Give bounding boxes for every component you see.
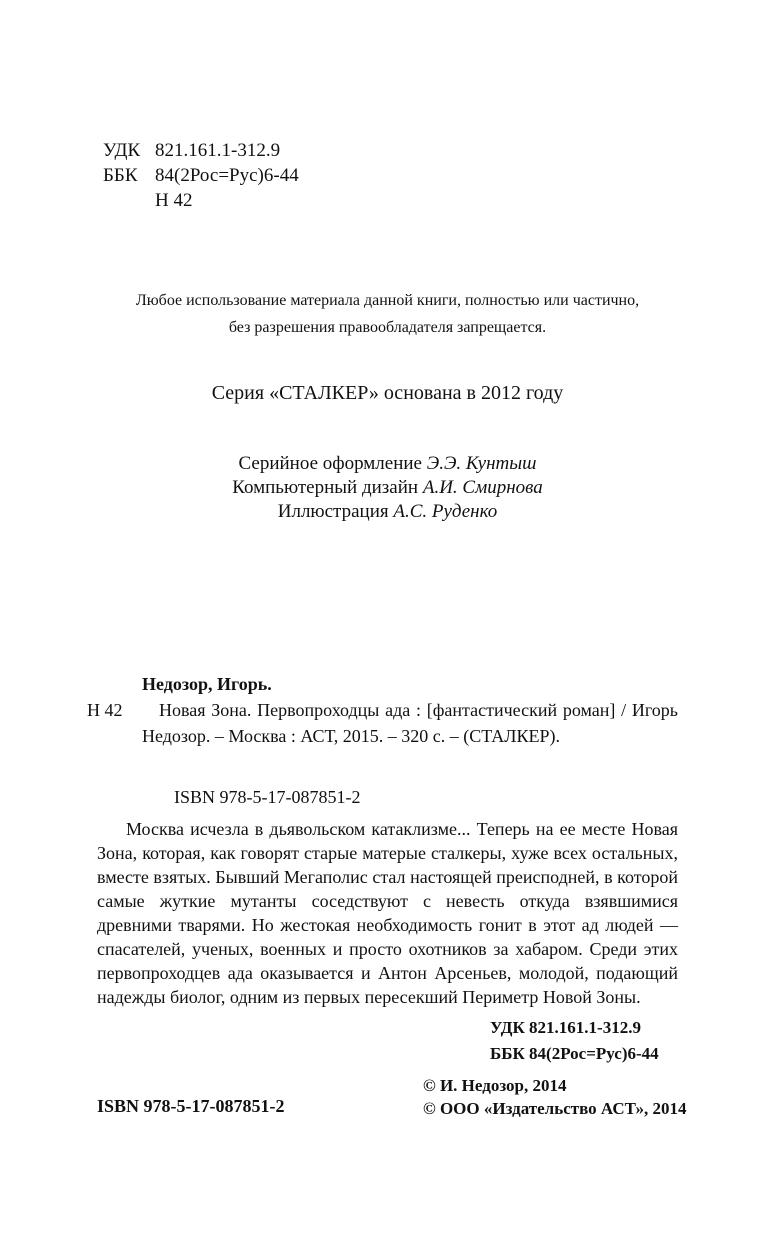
copyright-lines xyxy=(423,1074,687,1120)
annotation-paragraph: Москва исчезла в дьявольском катаклизме... Теперь на ее месте Новая Зона, которая, как говорят старые матерые сталкеры, хуже всех остальных, вместе взятых. Бывший Мегаполис стал настоящей преисподней, в которой самые жуткие мутанты соседствуют с невесть откуда взявшимися древними тварями. Но жестокая необходимость гонит в этот ад людей — спасателей, ученых, военных и просто охотников за хабаром. Среди этих первопроходцев ада оказывается и Антон Арсеньев, молодой, подающий надежды биолог, одним из первых пересекший Периметр Новой Зоны. xyxy=(97,819,678,1007)
author-sign-line xyxy=(103,188,299,213)
top-cataloguing-codes xyxy=(103,138,299,213)
credit-name: А.И. Смирнова xyxy=(422,477,543,498)
design-credits xyxy=(97,452,678,524)
copyright-author: © И. Недозор, 2014 xyxy=(423,1076,567,1095)
rights-notice xyxy=(97,287,678,341)
card-isbn: ISBN 978-5-17-087851-2 xyxy=(174,787,361,807)
card-author-sign: Н 42 xyxy=(87,700,123,720)
credit-computer-design xyxy=(97,476,678,500)
credit-name: Э.Э. Кунтыш xyxy=(426,453,537,474)
credit-name: А.С. Руденко xyxy=(393,501,498,522)
credit-role: Иллюстрация xyxy=(277,501,394,522)
credit-illustration xyxy=(97,500,678,524)
series-note: Серия «СТАЛКЕР» основана в 2012 году xyxy=(211,382,564,404)
bottom-bbk: ББК 84(2Рос=Рус)6-44 xyxy=(490,1044,659,1063)
bbk-label: ББК xyxy=(103,165,138,186)
rights-notice-line1: Любое использование материала данной книги, полностью или частично, xyxy=(135,292,640,309)
isbn-bottom: ISBN 978-5-17-087851-2 xyxy=(97,1096,285,1116)
bottom-cataloguing-codes xyxy=(490,1015,659,1067)
copyright-publisher: © ООО «Издательство АСТ», 2014 xyxy=(423,1099,687,1118)
udk-code-line xyxy=(103,138,299,163)
credit-role: Серийное оформление xyxy=(238,453,427,474)
catalog-card xyxy=(87,671,678,810)
udk-value: 821.161.1-312.9 xyxy=(155,140,281,161)
bbk-value: 84(2Рос=Рус)6-44 xyxy=(155,165,299,186)
credit-series-design xyxy=(97,452,678,476)
udk-label: УДК xyxy=(103,140,141,161)
credit-role: Компьютерный дизайн xyxy=(232,477,423,498)
bbk-code-line xyxy=(103,163,299,188)
author-sign-value: Н 42 xyxy=(155,190,193,211)
card-body xyxy=(87,697,678,775)
card-author-heading: Недозор, Игорь. xyxy=(142,674,272,694)
rights-notice-line2: без разрешения правообладателя запрещается. xyxy=(228,319,547,336)
card-bibliographic-description: Новая Зона. Первопроходцы ада : [фантастический роман] / Игорь Недозор. – Москва : АСТ, 2015. – 320 с. – (СТАЛКЕР). xyxy=(142,700,678,746)
bottom-udk: УДК 821.161.1-312.9 xyxy=(490,1018,641,1037)
